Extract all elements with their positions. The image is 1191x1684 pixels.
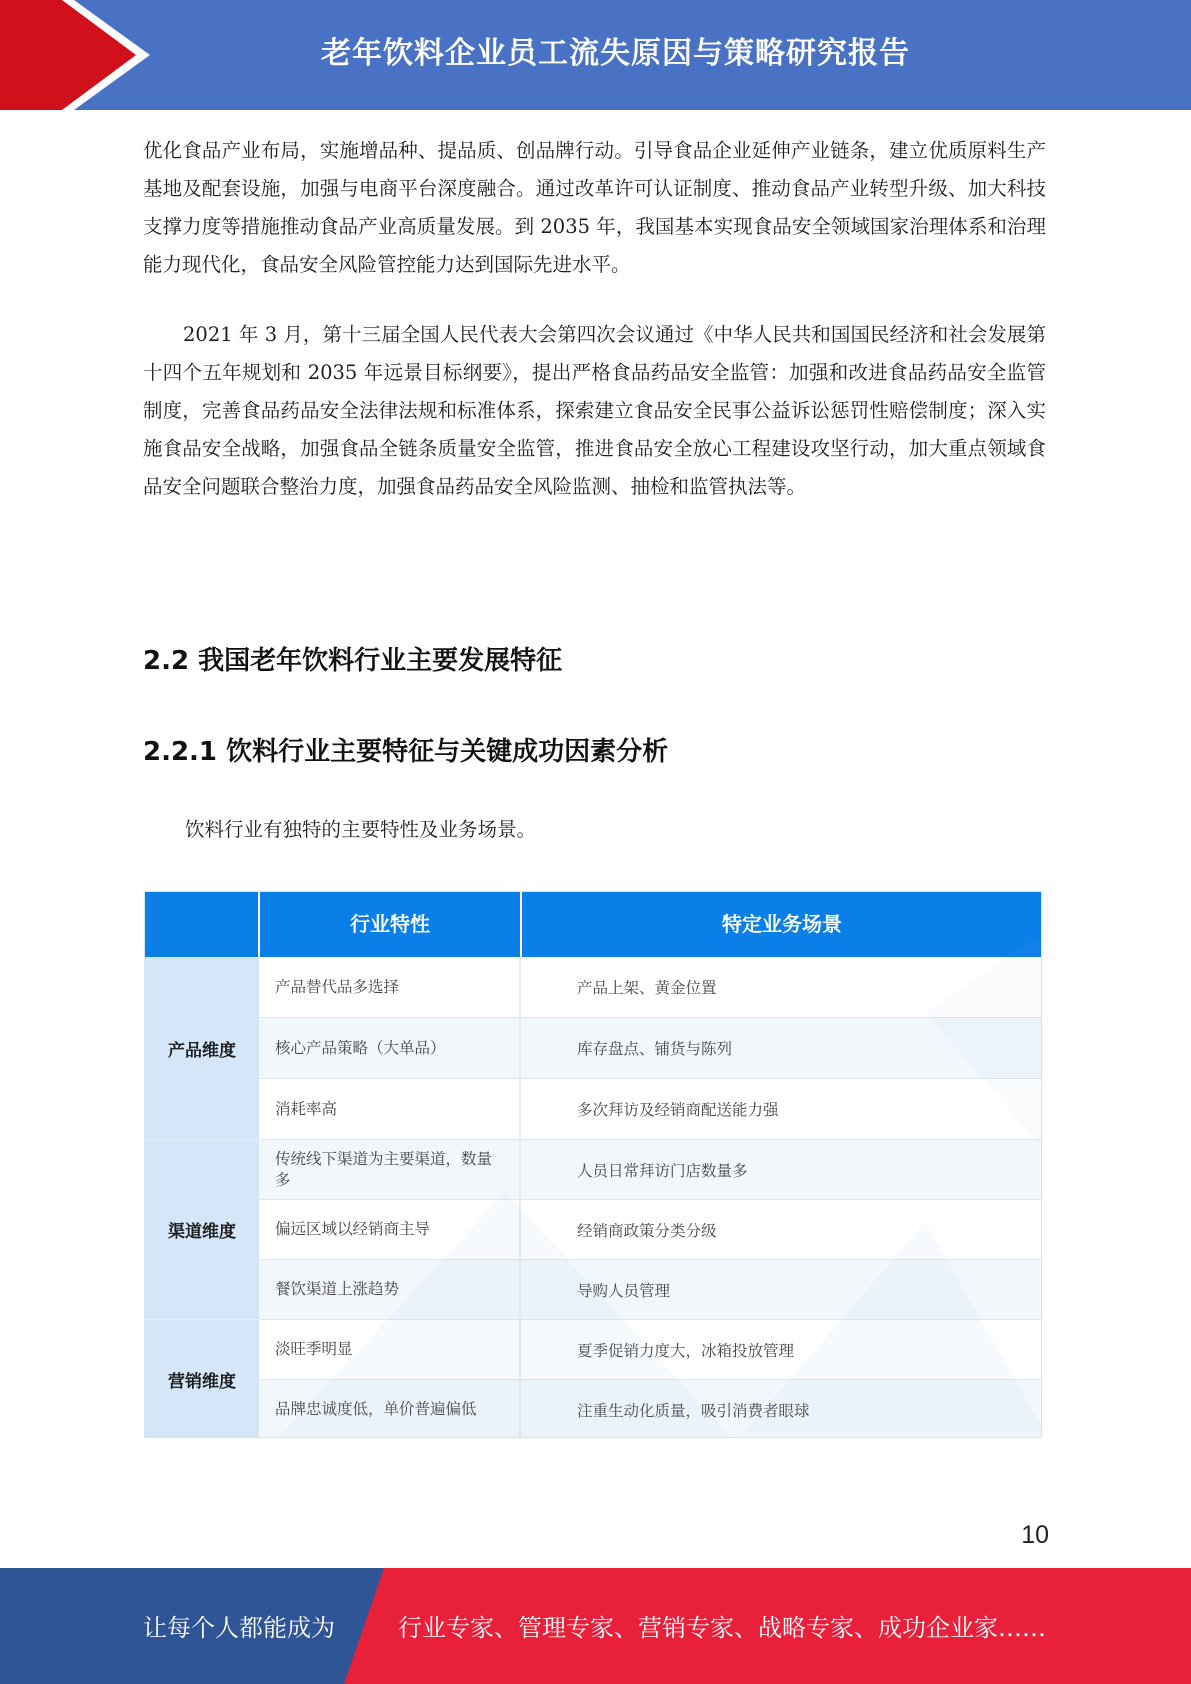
page-number: 10 xyxy=(1021,1521,1049,1549)
scenario-cell: 导购人员管理 xyxy=(577,1281,671,1300)
dimension-cell-product: 产品维度 xyxy=(145,957,259,1140)
trait-cell: 产品替代品多选择 xyxy=(259,957,521,1017)
table-header-row xyxy=(145,892,1042,957)
footer-slogan-left: 让每个人都能成为 xyxy=(143,1614,335,1642)
table-row xyxy=(259,1200,1042,1260)
table-header-industry-traits: 行业特性 xyxy=(350,912,430,936)
body-paragraph-1: 优化食品产业布局，实施增品种、提品质、创品牌行动。引导食品企业延伸产业链条，建立优质原料生产基地及配套设施，加强与电商平台深度融合。通过改革许可认证制度、推动食品产业转型升级、加大科技支撑力度等措施推动食品产业高质量发展。到 2035 年，我国基本实现食品安全领域国家治理体系和治理能力现代化，食品安全风险管控能力达到国际先进水平。 xyxy=(143,139,1046,276)
scenario-cell: 产品上架、黄金位置 xyxy=(577,979,717,997)
table-row xyxy=(259,1079,1042,1140)
trait-cell: 消耗率高 xyxy=(259,1079,521,1139)
table-header-blank xyxy=(145,892,259,957)
trait-cell: 餐饮渠道上涨趋势 xyxy=(259,1260,521,1319)
table-row xyxy=(259,1260,1042,1320)
footer-slogan-right: 行业专家、管理专家、营销专家、战略专家、成功企业家…… xyxy=(398,1614,1046,1642)
trait-cell: 偏远区域以经销商主导 xyxy=(259,1200,521,1259)
scenario-cell: 注重生动化质量，吸引消费者眼球 xyxy=(577,1401,810,1420)
section-heading: 2.2 我国老年饮料行业主要发展特征 xyxy=(143,646,563,676)
report-title: 老年饮料企业员工流失原因与策略研究报告 xyxy=(321,36,910,71)
dimension-cell-marketing: 营销维度 xyxy=(145,1320,259,1438)
table-row xyxy=(259,1320,1042,1380)
table-row xyxy=(259,1380,1042,1438)
table-row xyxy=(259,957,1042,1018)
trait-cell: 传统线下渠道为主要渠道，数量多 xyxy=(259,1140,521,1199)
trait-cell: 核心产品策略（大单品） xyxy=(259,1018,521,1078)
table-row xyxy=(259,1018,1042,1079)
scenario-cell: 人员日常拜访门店数量多 xyxy=(577,1161,748,1180)
scenario-cell: 库存盘点、铺货与陈列 xyxy=(577,1040,733,1058)
scenario-cell: 经销商政策分类分级 xyxy=(577,1221,717,1240)
subsection-heading: 2.2.1 饮料行业主要特征与关键成功因素分析 xyxy=(143,737,669,767)
body-paragraph-2: 2021 年 3 月，第十三届全国人民代表大会第四次会议通过《中华人民共和国国民经济和社会发展第十四个五年规划和 2035 年远景目标纲要》，提出严格食品药品安全监管：加强和改进食品药品安全监管制度，完善食品药品安全法律法规和标准体系，探索建立食品安全民事公益诉讼惩罚性赔偿制度；深入实施食品安全战略，加强食品全链条质量安全监管，推进食品安全放心工程建设攻坚行动，加大重点领域食品安全问题联合整治力度，加强食品药品安全风险监测、抽检和监管执法等。 xyxy=(143,323,1046,498)
page-header xyxy=(0,0,1191,110)
table-row xyxy=(259,1140,1042,1200)
table-header-business-scenarios: 特定业务场景 xyxy=(722,912,842,936)
trait-cell: 淡旺季明显 xyxy=(259,1320,521,1379)
dimension-cell-channel: 渠道维度 xyxy=(145,1140,259,1320)
page-footer xyxy=(0,1568,1191,1684)
scenario-cell: 多次拜访及经销商配送能力强 xyxy=(577,1101,779,1119)
characteristics-table xyxy=(144,891,1042,1438)
trait-cell: 品牌忠诚度低，单价普遍偏低 xyxy=(259,1380,521,1438)
table-intro-text: 饮料行业有独特的主要特性及业务场景。 xyxy=(185,818,537,841)
scenario-cell: 夏季促销力度大，冰箱投放管理 xyxy=(577,1341,795,1360)
